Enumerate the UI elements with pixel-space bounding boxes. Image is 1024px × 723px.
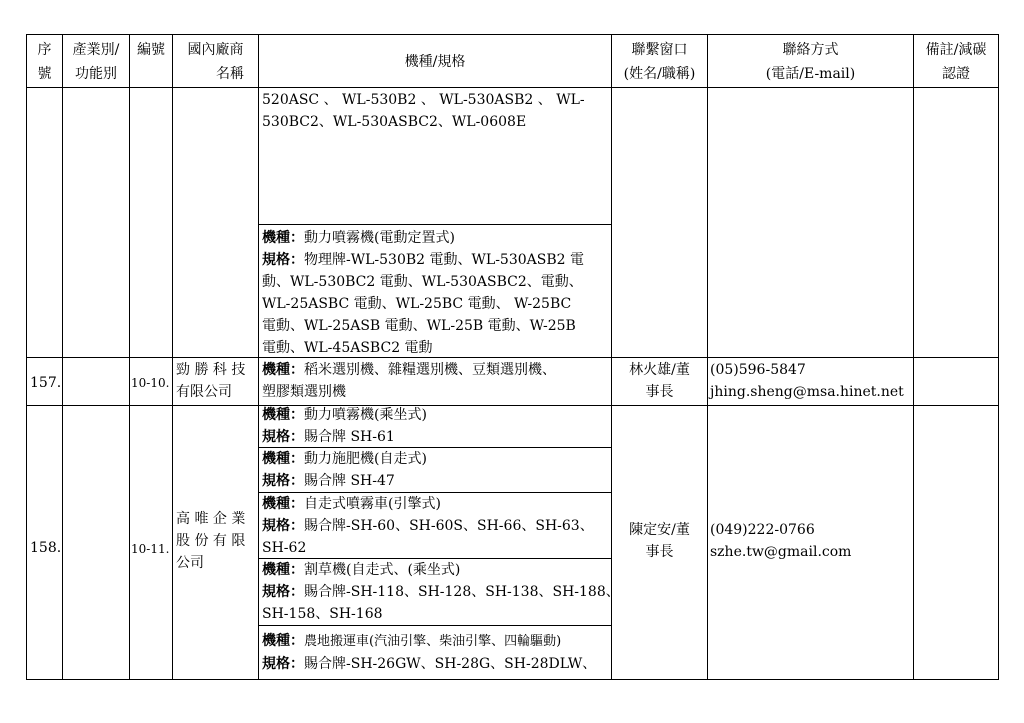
- model-cell-divider: [258, 625, 611, 626]
- col-divider: [129, 34, 130, 680]
- machine-label: 機種：: [262, 633, 304, 649]
- spec-label: 規格：: [262, 473, 304, 489]
- spec-text: 物理牌-WL-530B2 電動、WL-530ASB2 電: [304, 252, 584, 268]
- header-contact-method: 聯絡方式 (電話/E-mail): [765, 42, 856, 82]
- col-divider: [62, 34, 63, 680]
- machine-label: 機種：: [262, 362, 304, 378]
- model-cell-divider: [258, 224, 611, 225]
- machine-label: 機種：: [262, 230, 304, 246]
- row158-machine-entry: 機種：農地搬運車(汽油引擎、柴油引擎、四輪驅動) 規格：賜合牌-SH-26GW、SH-28G、SH-28DLW、: [262, 633, 597, 672]
- spec-label: 規格：: [262, 656, 304, 672]
- spec-text: WL-25ASBC 電動、WL-25BC 電動、 W-25BC: [262, 296, 572, 312]
- header-industry: 產業別/ 功能別: [72, 42, 120, 82]
- col-border-left: [26, 34, 27, 680]
- machine-label: 機種：: [262, 451, 304, 467]
- machine-label: 機種：: [262, 496, 304, 512]
- spec-label: 規格：: [262, 429, 304, 445]
- machine-name: 動力噴霧機(電動定置式): [304, 230, 455, 246]
- col-divider: [913, 34, 914, 680]
- header-model: 機種/規格: [404, 54, 466, 70]
- spec-text: 電動、WL-45ASBC2 電動: [262, 340, 433, 356]
- phone-number: (049)222-0766: [710, 522, 815, 538]
- header-vendor: 國內廠商 名稱: [187, 42, 244, 82]
- email-address: jhing.sheng@msa.hinet.net: [710, 384, 904, 400]
- header-remarks: 備註/減碳 認證: [925, 42, 987, 82]
- row158-contact-window: 陳定安/董 事長: [629, 522, 690, 560]
- row157-code: 10-10.: [131, 376, 170, 390]
- spec-text: 電動、WL-25ASB 電動、WL-25B 電動、W-25B: [262, 318, 576, 334]
- col-border-right: [998, 34, 999, 680]
- row158-vendor: 高 唯 企 業 股 份 有 限 公司: [176, 511, 246, 571]
- header-code: 編號: [137, 42, 165, 58]
- row157-seq: 157.: [30, 375, 62, 391]
- continued-spec: 520ASC 、 WL-530B2 、 WL-530ASB2 、 WL- 530BC2、WL-530ASBC2、WL-0608E: [262, 92, 585, 130]
- row158-machine-entry: 機種：割草機(自走式、(乘坐式) 規格：賜合牌-SH-118、SH-128、SH-138、SH-188、 SH-158、SH-168: [262, 562, 620, 622]
- spec-label: 規格：: [262, 252, 304, 268]
- row158-contact-method: [710, 519, 851, 563]
- row157-vendor: 勁 勝 科 技 有限公司: [176, 362, 246, 400]
- spec-label: 規格：: [262, 584, 304, 600]
- row158-seq: 158.: [30, 540, 62, 556]
- row157-machine: 機種：稻米選別機、雜糧選別機、豆類選別機、 塑膠類選別機: [262, 362, 556, 400]
- continued-machine-entry: [262, 227, 610, 359]
- header-seq: 序 號: [37, 42, 52, 82]
- machine-label: 機種：: [262, 562, 304, 578]
- row158-code: 10-11.: [131, 542, 170, 556]
- header-contact-window: 聯繫窗口 (姓名/職稱): [623, 42, 696, 82]
- col-divider: [258, 34, 259, 680]
- row158-machine-entry: 機種：動力施肥機(自走式) 規格：賜合牌 SH-47: [262, 451, 427, 489]
- phone-number: (05)596-5847: [710, 362, 806, 378]
- machine-label: 機種：: [262, 407, 304, 423]
- spec-text: 動、WL-530BC2 電動、WL-530ASBC2、電動、: [262, 274, 583, 290]
- row158-machine-entry: 機種：自走式噴霧車(引擎式) 規格：賜合牌-SH-60、SH-60S、SH-66、SH-63、 SH-62: [262, 496, 594, 556]
- col-divider: [707, 34, 708, 680]
- row158-machine-entry: 機種：動力噴霧機(乘坐式) 規格：賜合牌 SH-61: [262, 407, 427, 445]
- row157-contact-window: 林火雄/董 事長: [629, 362, 690, 400]
- col-divider: [172, 34, 173, 680]
- spec-label: 規格：: [262, 518, 304, 534]
- row157-contact-method: [710, 359, 904, 403]
- email-address: szhe.tw@gmail.com: [710, 544, 852, 560]
